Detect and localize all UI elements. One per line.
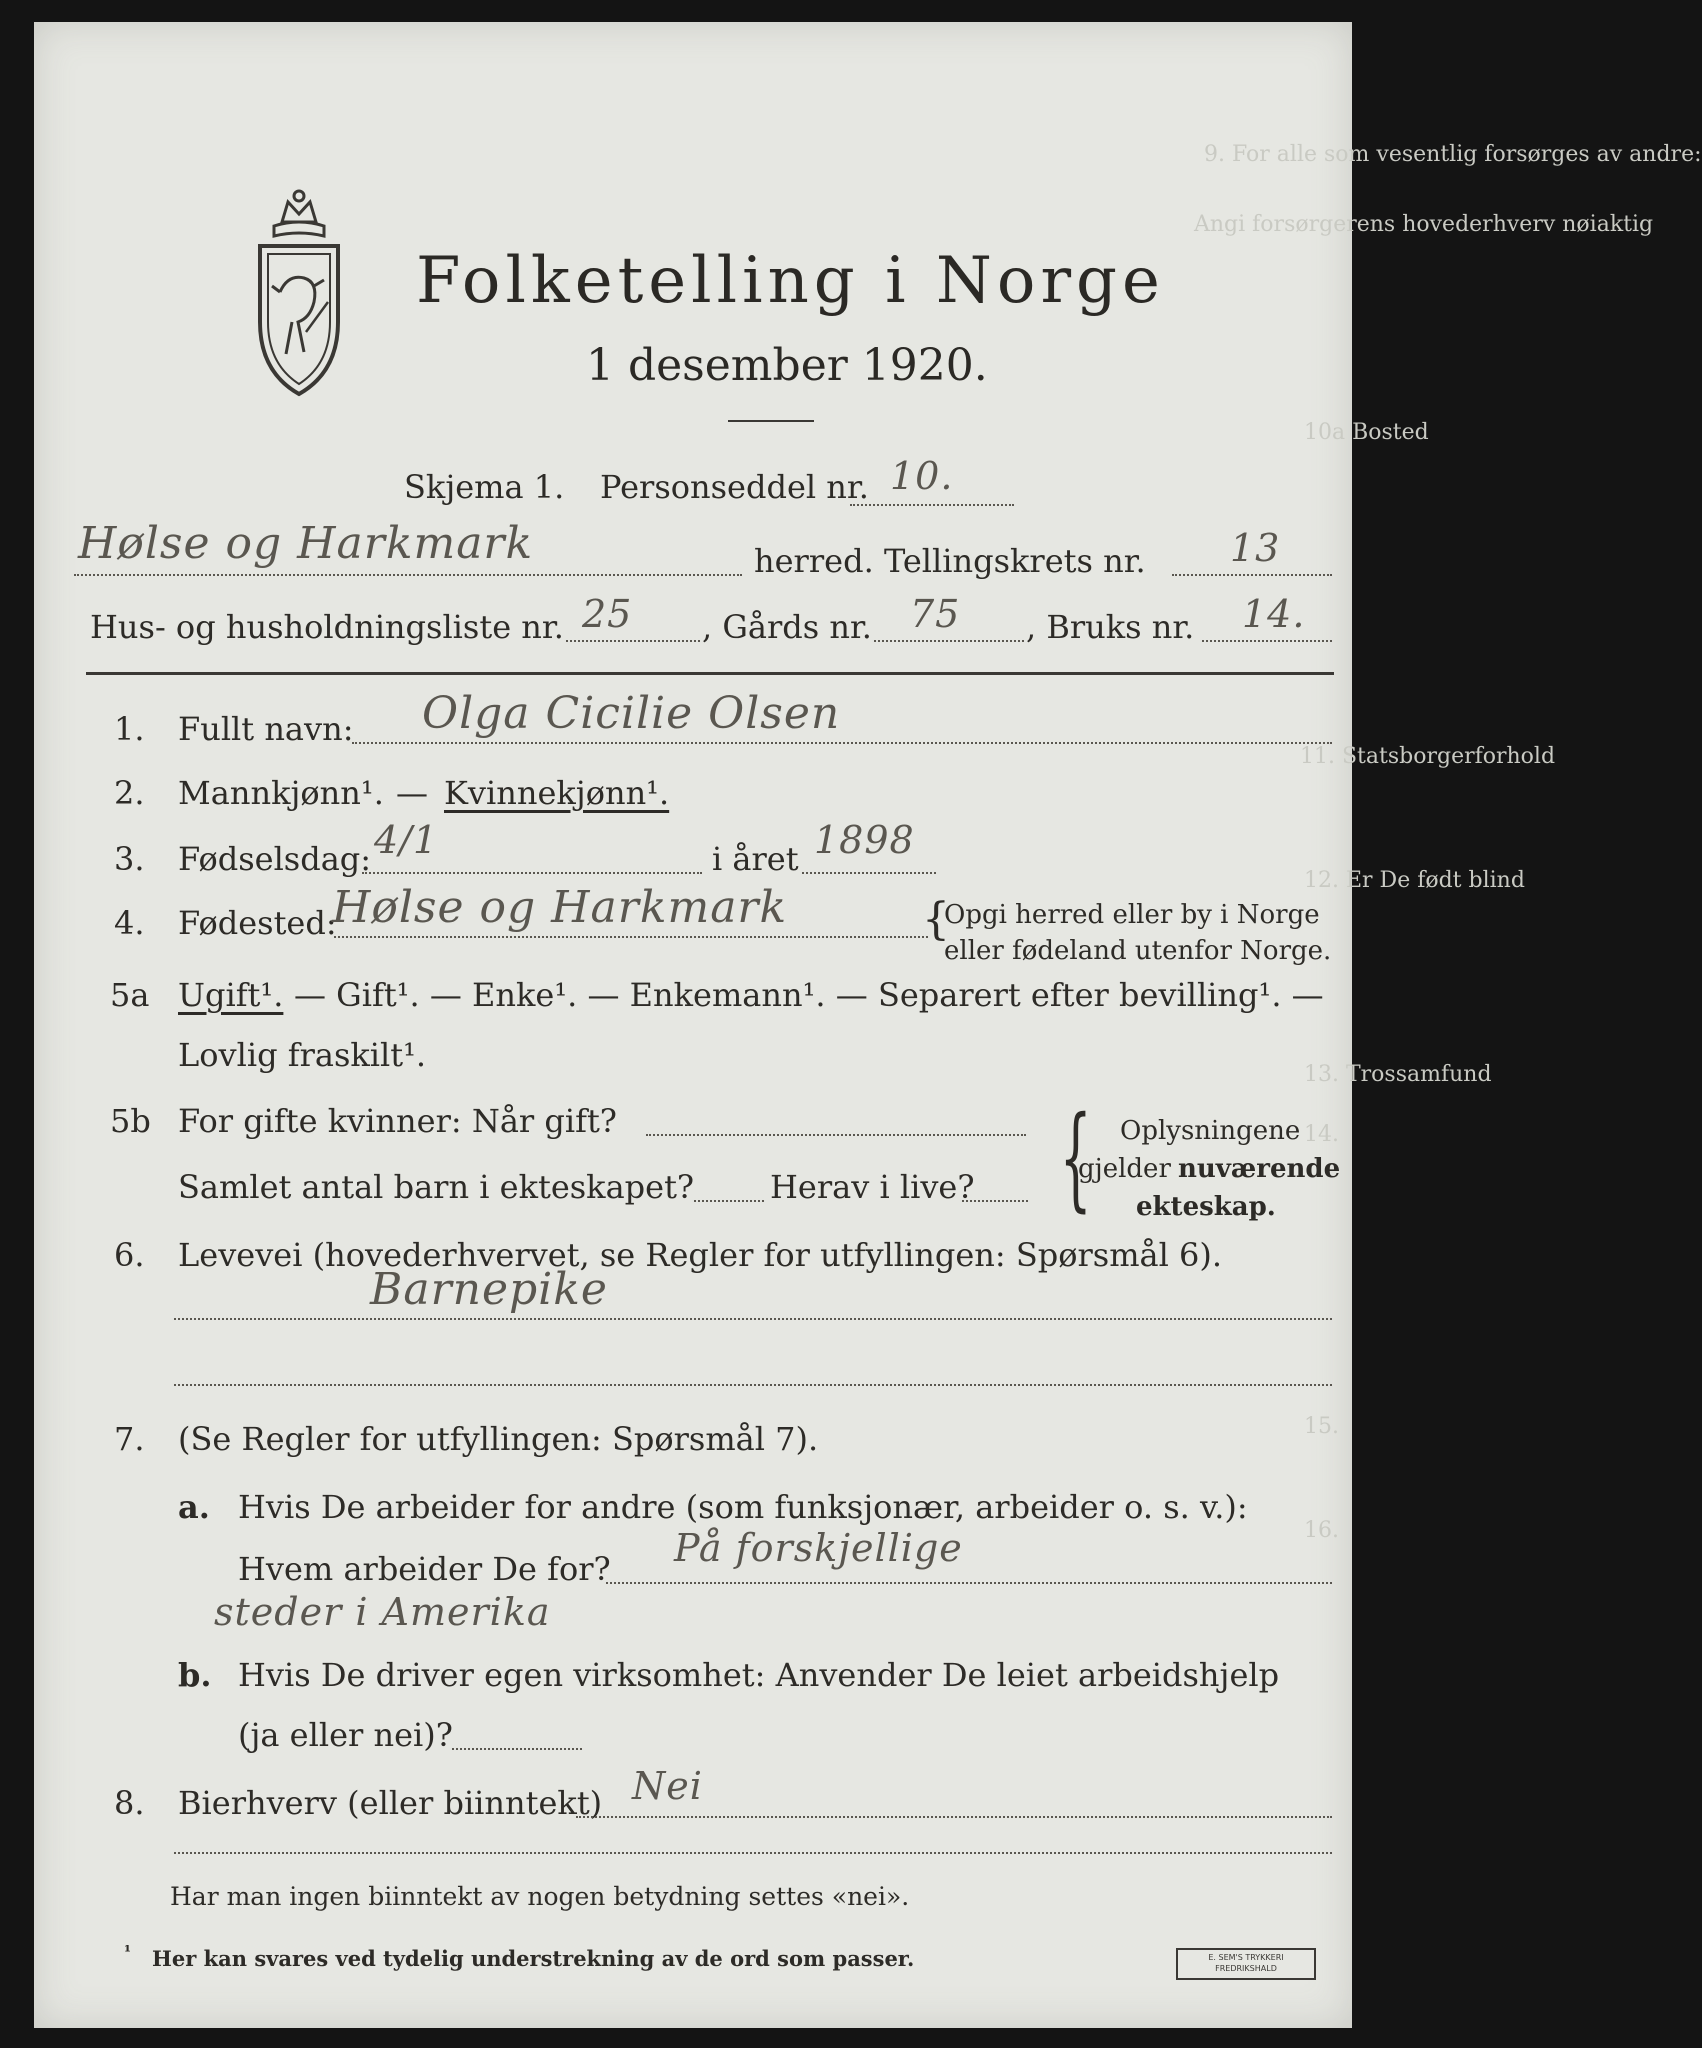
ghost-text: 16. bbox=[1304, 1518, 1339, 1543]
lovlig-fraskilt-option[interactable]: Lovlig fraskilt¹. bbox=[178, 1036, 427, 1074]
q3-number: 3. bbox=[114, 840, 145, 878]
q5b-label1: For gifte kvinner: Når gift? bbox=[178, 1102, 617, 1140]
footnote-mark: ¹ bbox=[124, 1942, 132, 1961]
ghost-text: 9. For alle som vesentlig forsørges av andre: bbox=[1204, 142, 1702, 167]
q4-label: Fødested: bbox=[178, 904, 337, 942]
children-alive-field[interactable] bbox=[962, 1200, 1028, 1202]
herred-value[interactable]: Hølse og Harkmark bbox=[78, 518, 534, 569]
employer-value-line2[interactable]: steder i Amerika bbox=[214, 1590, 551, 1634]
ugift-option[interactable]: Ugift¹. bbox=[178, 976, 284, 1014]
q6-number: 6. bbox=[114, 1236, 145, 1274]
q5b-brace: { bbox=[1059, 1093, 1092, 1223]
q4-note-line1: Opgi herred eller by i Norge bbox=[944, 900, 1320, 930]
mannkjonn-option[interactable]: Mannkjønn¹. bbox=[178, 774, 384, 812]
bruks-value[interactable]: 14. bbox=[1242, 592, 1306, 636]
printer-stamp-line1: E. SEM'S TRYKKERI bbox=[1208, 1953, 1284, 1962]
q5b-note-line3: ekteskap. bbox=[1136, 1192, 1276, 1222]
form-subtitle: 1 desember 1920. bbox=[586, 340, 988, 391]
printer-stamp bbox=[1176, 1948, 1316, 1980]
header-separator bbox=[86, 672, 1334, 675]
q4-brace: { bbox=[922, 894, 950, 945]
q3-label: Fødselsdag: bbox=[178, 840, 372, 878]
q7b-line2: (ja eller nei)? bbox=[238, 1716, 453, 1754]
q1-label: Fullt navn: bbox=[178, 710, 354, 748]
q5a-number: 5a bbox=[110, 976, 150, 1014]
husliste-value[interactable]: 25 bbox=[582, 592, 633, 636]
q7-label: (Se Regler for utfyllingen: Spørsmål 7). bbox=[178, 1420, 819, 1458]
kvinnekjonn-option[interactable]: Kvinnekjønn¹. bbox=[444, 774, 670, 812]
census-form-sheet bbox=[34, 22, 1702, 2028]
q7b-line1: Hvis De driver egen virksomhet: Anvender De leiet arbeidshjelp bbox=[238, 1656, 1280, 1694]
birthplace-value[interactable]: Hølse og Harkmark bbox=[332, 882, 788, 933]
married-when-field[interactable] bbox=[646, 1134, 1026, 1136]
husliste-label: Hus- og husholdningsliste nr. bbox=[90, 608, 564, 646]
gards-label: , Gårds nr. bbox=[702, 608, 872, 646]
q4-note-line2: eller fødeland utenfor Norge. bbox=[944, 936, 1332, 966]
q2-separator: — bbox=[396, 774, 428, 812]
personseddel-value[interactable]: 10. bbox=[890, 454, 954, 498]
q5b-note-line2b: nuværende bbox=[1178, 1154, 1341, 1184]
ghost-text: 11. Statsborgerforhold bbox=[1300, 744, 1556, 769]
q5b-number: 5b bbox=[110, 1102, 151, 1140]
q7-number: 7. bbox=[114, 1420, 145, 1458]
children-count-field[interactable] bbox=[694, 1200, 764, 1202]
q7a-letter: a. bbox=[178, 1488, 210, 1526]
ghost-text: 14. bbox=[1304, 1122, 1339, 1147]
tellingskrets-label: Tellingskrets nr. bbox=[884, 542, 1146, 580]
birth-year-value[interactable]: 1898 bbox=[814, 818, 915, 862]
full-name-value[interactable]: Olga Cicilie Olsen bbox=[422, 688, 841, 739]
gards-value[interactable]: 75 bbox=[910, 592, 961, 636]
printer-stamp-line2: FREDRIKSHALD bbox=[1215, 1964, 1277, 1973]
occupation-value[interactable]: Barnepike bbox=[370, 1264, 608, 1315]
q5b-label2: Samlet antal barn i ekteskapet? bbox=[178, 1168, 695, 1206]
q5b-label3: Herav i live? bbox=[770, 1168, 975, 1206]
footer-note: Har man ingen biinntekt av nogen betydning settes «nei». bbox=[170, 1882, 910, 1911]
employer-value-line1[interactable]: På forskjellige bbox=[674, 1526, 963, 1570]
q6-label: Levevei (hovederhvervet, se Regler for utfyllingen: Spørsmål 6). bbox=[178, 1236, 1223, 1274]
footnote-text: Her kan svares ved tydelig understrekning av de ord som passer. bbox=[152, 1946, 915, 1971]
q5b-note-line1: Oplysningene bbox=[1120, 1116, 1301, 1146]
birthday-value[interactable]: 4/1 bbox=[374, 818, 439, 862]
bruks-label: , Bruks nr. bbox=[1026, 608, 1195, 646]
ghost-text: 15. bbox=[1304, 1414, 1339, 1439]
skjema-label: Skjema 1. bbox=[404, 468, 565, 506]
occupation-extra-line[interactable] bbox=[174, 1384, 1332, 1386]
q1-number: 1. bbox=[114, 710, 145, 748]
ghost-text: 12. Er De født blind bbox=[1304, 868, 1525, 893]
q2-number: 2. bbox=[114, 774, 145, 812]
q3-year-label: i året bbox=[712, 840, 799, 878]
q7a-line2: Hvem arbeider De for? bbox=[238, 1550, 611, 1588]
q5b-note-line2: gjelder bbox=[1078, 1154, 1171, 1184]
q8-label: Bierhverv (eller biinntekt) bbox=[178, 1784, 603, 1822]
tellingskrets-value[interactable]: 13 bbox=[1230, 526, 1281, 570]
side-income-value[interactable]: Nei bbox=[632, 1764, 703, 1808]
q4-number: 4. bbox=[114, 904, 145, 942]
personseddel-label: Personseddel nr. bbox=[600, 468, 869, 506]
ghost-text: 10a Bosted bbox=[1304, 420, 1429, 445]
form-title: Folketelling i Norge bbox=[416, 244, 1165, 318]
herred-label: herred. bbox=[754, 542, 874, 580]
ghost-text: 13. Trossamfund bbox=[1304, 1062, 1492, 1087]
hired-help-field[interactable] bbox=[452, 1748, 582, 1750]
ghost-text: Angi forsørgerens hovederhverv nøiaktig bbox=[1194, 212, 1654, 237]
q8-number: 8. bbox=[114, 1784, 145, 1822]
title-divider bbox=[728, 420, 814, 422]
q7a-line1: Hvis De arbeider for andre (som funksjonær, arbeider o. s. v.): bbox=[238, 1488, 1248, 1526]
q7b-letter: b. bbox=[178, 1656, 212, 1694]
civil-status-options[interactable]: — Gift¹. — Enke¹. — Enkemann¹. — Separert efter bevilling¹. — bbox=[294, 976, 1324, 1014]
norwegian-coat-of-arms-icon bbox=[244, 182, 354, 402]
